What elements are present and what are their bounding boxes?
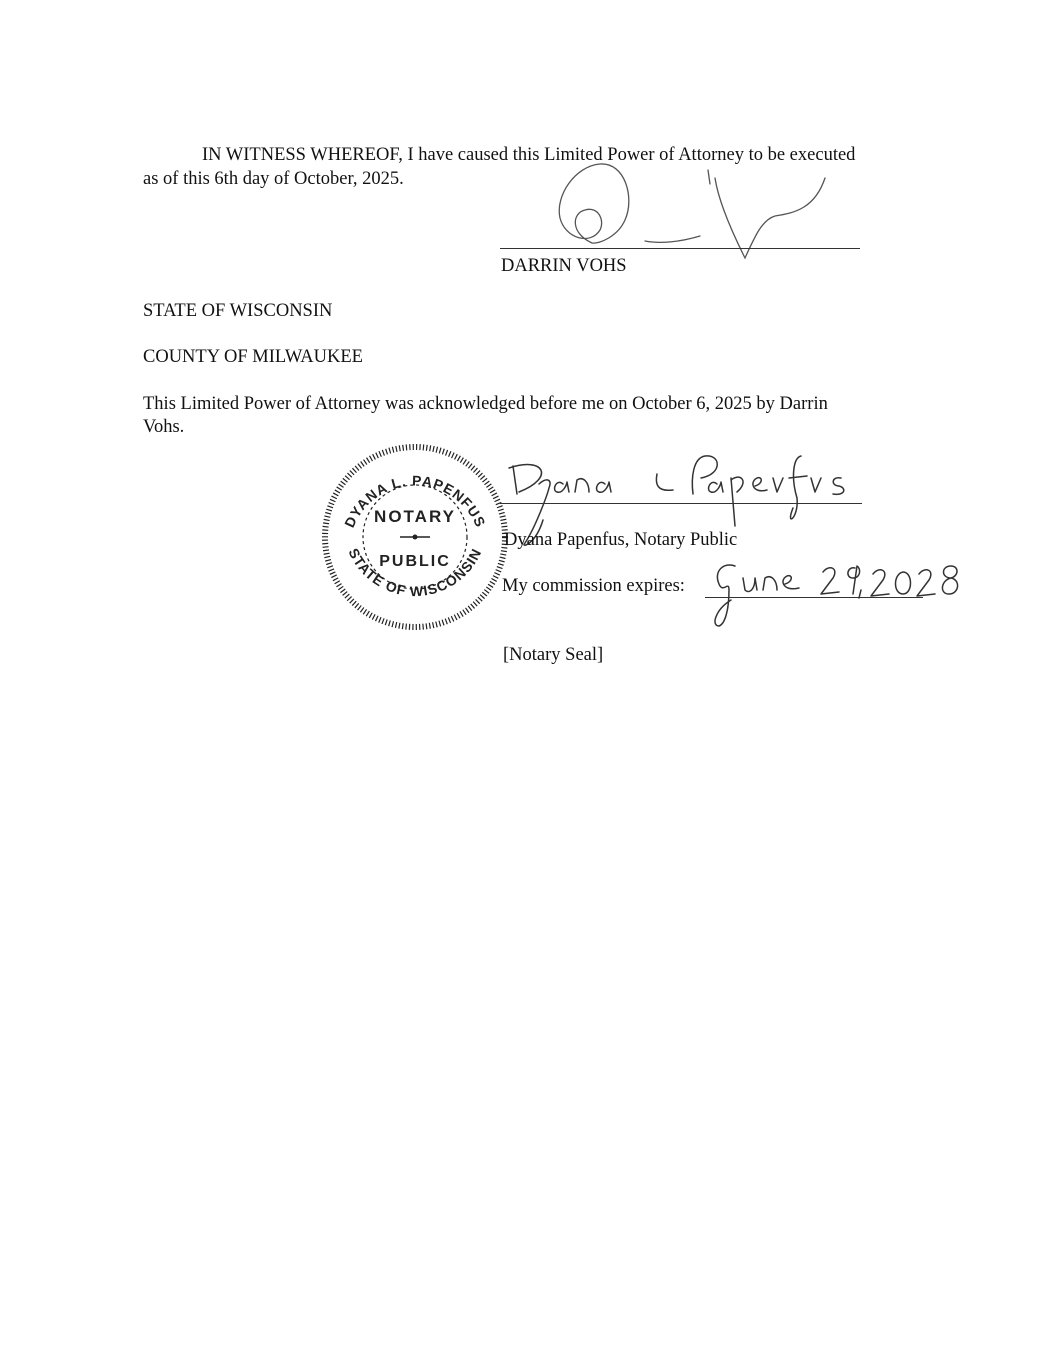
notary-seal-stamp (320, 440, 510, 635)
commission-date-line (705, 597, 923, 598)
commission-expiration-date-handwritten (705, 560, 965, 630)
commission-expires-label: My commission expires: (502, 576, 685, 596)
signer-signature (530, 158, 850, 268)
stamp-center-bottom: PUBLIC (379, 553, 451, 570)
witness-clause-line-2: as of this 6th day of October, 2025. (143, 169, 404, 189)
venue-state: STATE OF WISCONSIN (143, 301, 333, 321)
stamp-top-text: DYANA L. PAPENFUS (341, 472, 489, 530)
notary-seal-label: [Notary Seal] (503, 645, 604, 665)
witness-clause-line-1: IN WITNESS WHEREOF, I have caused this Limited Power of Attorney to be executed (202, 145, 856, 165)
notary-name-title: Dyana Papenfus, Notary Public (504, 530, 738, 550)
stamp-bottom-text: STATE OF WISCONSIN (345, 545, 485, 600)
signer-name: DARRIN VOHS (501, 256, 627, 276)
notary-signature-line (500, 503, 862, 504)
signature-line (500, 248, 860, 249)
acknowledgment-line-2: Vohs. (143, 417, 185, 437)
stamp-center-top: NOTARY (374, 507, 456, 526)
acknowledgment-line-1: This Limited Power of Attorney was acknowledged before me on October 6, 2025 by Darrin (143, 394, 828, 414)
venue-county: COUNTY OF MILWAUKEE (143, 347, 363, 367)
